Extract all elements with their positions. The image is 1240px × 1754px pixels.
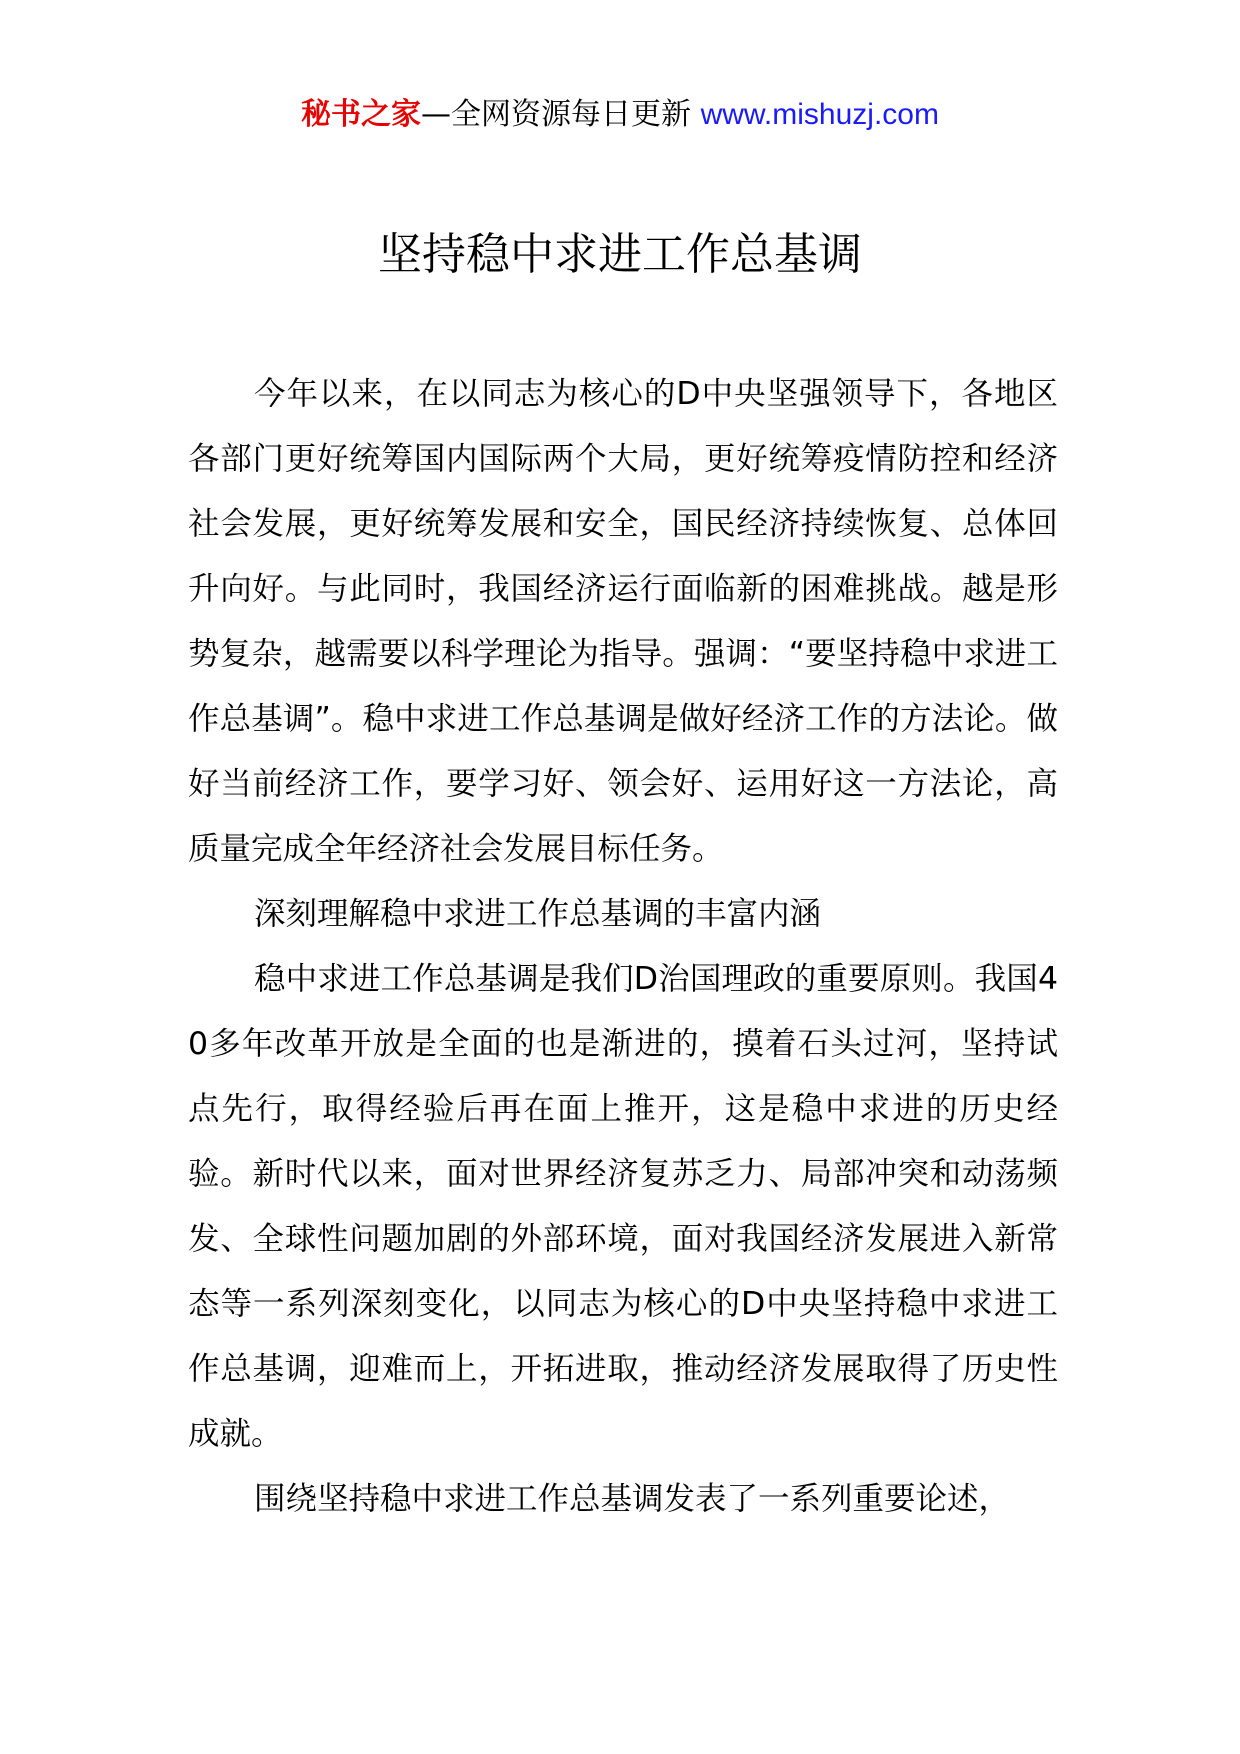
site-banner <box>0 95 1240 135</box>
brand-name: 秘书之家 <box>301 97 422 132</box>
paragraph-discourse: 围绕坚持稳中求进工作总基调发表了一系列重要论述， <box>254 1481 1011 1517</box>
paragraph-intro: 今年以来，在以同志为核心的D中央坚强领导下，各地区各部门更好统筹国内国际两个大局，更好统筹疫情防控和经济社会发展，更好统筹发展和安全，国民经济持续恢复、总体回升向好。与此同时，我国经济运行面临新的困难挑战。越是形势复杂，越需要以科学理论为指导。强调：“要坚持稳中求进工作总基调”。稳中求进工作总基调是做好经济工作的方法论。做好当前经济工作，要学习好、领会好、运用好这一方法论，高质量完成全年经济社会发展目标任务。 <box>188 376 1058 867</box>
site-url-link[interactable]: www.mishuzj.com <box>700 98 939 131</box>
paragraph-principle: 稳中求进工作总基调是我们D治国理政的重要原则。我国40多年改革开放是全面的也是渐进的，摸着石头过河，坚持试点先行，取得经验后再在面上推开，这是稳中求进的历史经验。新时代以来，面对世界经济复苏乏力、局部冲突和动荡频发、全球性问题加剧的外部环境，面对我国经济发展进入新常态等一系列深刻变化，以同志为核心的D中央坚持稳中求进工作总基调，迎难而上，开拓进取，推动经济发展取得了历史性成就。 <box>188 961 1058 1452</box>
document-body <box>188 362 1058 1532</box>
section-heading: 深刻理解稳中求进工作总基调的丰富内涵 <box>254 896 822 932</box>
document-title: 坚持稳中求进工作总基调 <box>378 229 862 280</box>
banner-tagline: —全网资源每日更新 <box>421 97 692 132</box>
